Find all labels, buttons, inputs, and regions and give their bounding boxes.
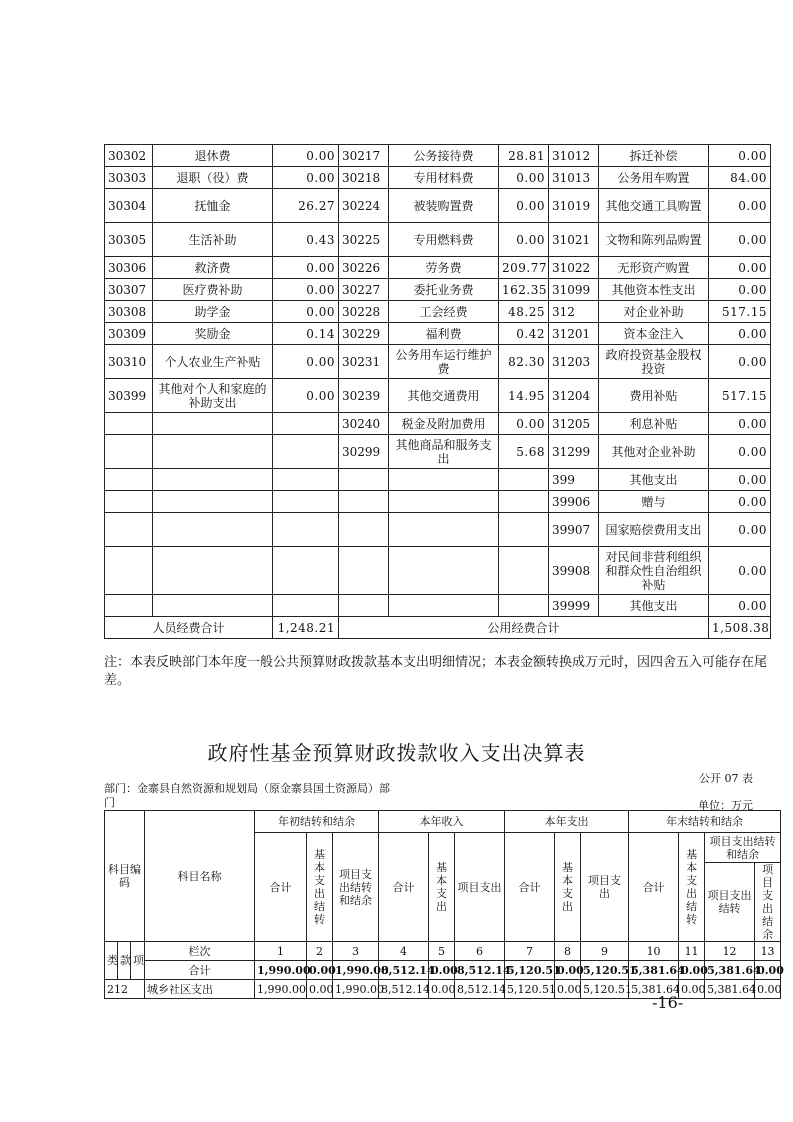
detail-table-body	[105, 145, 771, 639]
value-3-cell: 0.00	[709, 323, 771, 345]
value-2-cell: 0.00	[499, 223, 549, 257]
code-3-cell: 31013	[549, 167, 599, 189]
name-1-cell: 个人农业生产补贴	[153, 345, 273, 379]
code-1-cell	[105, 435, 153, 469]
value-2-cell: 0.00	[499, 189, 549, 223]
value-3-cell: 0.00	[709, 345, 771, 379]
value-cell: 8,512.14	[379, 980, 429, 999]
value-1-cell: 0.00	[273, 167, 339, 189]
value-3-cell: 0.00	[709, 413, 771, 435]
name-3-cell: 对企业补助	[599, 301, 709, 323]
value-2-cell	[499, 491, 549, 513]
code-3-cell: 39908	[549, 547, 599, 595]
col-number: 4	[379, 942, 429, 961]
name-3-cell: 赠与	[599, 491, 709, 513]
code-1-cell: 30399	[105, 379, 153, 413]
code-2-cell: 30239	[339, 379, 389, 413]
code-1-cell	[105, 547, 153, 595]
total-header: 合计	[255, 833, 307, 942]
name-1-cell	[153, 469, 273, 491]
code-1-cell: 30308	[105, 301, 153, 323]
name-2-cell: 福利费	[389, 323, 499, 345]
total-cell: 1,990.00	[333, 961, 379, 980]
value-cell: 5,120.51	[581, 980, 629, 999]
name-2-cell	[389, 513, 499, 547]
name-3-cell: 国家赔偿费用支出	[599, 513, 709, 547]
value-3-cell: 0.00	[709, 145, 771, 167]
value-1-cell	[273, 469, 339, 491]
code-1-cell	[105, 595, 153, 617]
table-note: 注：本表反映部门本年度一般公共预算财政拨款基本支出明细情况；本表金额转换成万元时，因四舍五入可能存在尾差。	[104, 655, 768, 688]
total-cell: 1,990.00	[255, 961, 307, 980]
name-3-cell: 利息补贴	[599, 413, 709, 435]
name-1-cell	[153, 513, 273, 547]
value-1-cell	[273, 491, 339, 513]
value-3-cell: 0.00	[709, 491, 771, 513]
name-1-cell: 医疗费补助	[153, 279, 273, 301]
subject-code-header: 科目编码	[105, 811, 145, 942]
value-2-cell	[499, 595, 549, 617]
table-row	[105, 189, 771, 223]
total-cell: 0.00	[755, 961, 781, 980]
project-group-header: 项目支出结转和结余	[705, 833, 781, 863]
total-header: 合计	[505, 833, 555, 942]
value-1-cell: 0.00	[273, 279, 339, 301]
name-2-cell	[389, 547, 499, 595]
code-1-cell: 30303	[105, 167, 153, 189]
code-2-cell: 30226	[339, 257, 389, 279]
name-3-cell: 文物和陈列品购置	[599, 223, 709, 257]
col-number: 7	[505, 942, 555, 961]
col-number: 3	[333, 942, 379, 961]
code-3-cell: 31022	[549, 257, 599, 279]
total-header: 合计	[379, 833, 429, 942]
year-income-header: 本年收入	[379, 811, 505, 833]
name-3-cell: 拆迁补偿	[599, 145, 709, 167]
code-3-cell: 31021	[549, 223, 599, 257]
name-3-cell: 公务用车购置	[599, 167, 709, 189]
name-1-cell	[153, 547, 273, 595]
project-surplus-header: 项目支出结余	[755, 863, 781, 942]
name-2-cell: 委托业务费	[389, 279, 499, 301]
value-cell: 5,381.64	[705, 980, 755, 999]
value-cell: 0.00	[307, 980, 333, 999]
code-1-cell: 30310	[105, 345, 153, 379]
value-1-cell	[273, 435, 339, 469]
code-2-cell: 30228	[339, 301, 389, 323]
name-1-cell: 奖励金	[153, 323, 273, 345]
table-row	[105, 547, 771, 595]
basic-expense-detail-table	[104, 144, 771, 639]
name-3-cell: 政府投资基金股权投资	[599, 345, 709, 379]
code-2-cell: 30231	[339, 345, 389, 379]
name-2-cell: 其他交通费用	[389, 379, 499, 413]
total-row-label: 合计	[145, 961, 255, 980]
col-number: 6	[455, 942, 505, 961]
value-3-cell: 0.00	[709, 435, 771, 469]
name-1-cell: 生活补助	[153, 223, 273, 257]
subject-name: 城乡社区支出	[145, 980, 255, 999]
code-3-cell: 399	[549, 469, 599, 491]
code-2-cell	[339, 491, 389, 513]
code-2-cell: 30217	[339, 145, 389, 167]
code-3-cell: 31204	[549, 379, 599, 413]
code-1-cell	[105, 491, 153, 513]
value-cell: 0.00	[555, 980, 581, 999]
name-1-cell	[153, 413, 273, 435]
public-total-value: 1,508.38	[709, 617, 771, 639]
value-3-cell: 0.00	[709, 469, 771, 491]
personnel-total-label: 人员经费合计	[105, 617, 273, 639]
name-3-cell: 对民间非营利组织和群众性自治组织补贴	[599, 547, 709, 595]
code-1-cell: 30307	[105, 279, 153, 301]
col-number: 2	[307, 942, 333, 961]
total-cell: 5,381.64	[705, 961, 755, 980]
code-3-cell: 31012	[549, 145, 599, 167]
kuan-header: 款	[118, 942, 131, 980]
name-3-cell: 其他支出	[599, 595, 709, 617]
name-2-cell: 工会经费	[389, 301, 499, 323]
table-row	[105, 413, 771, 435]
total-cell: 8,512.14	[379, 961, 429, 980]
col-number: 1	[255, 942, 307, 961]
code-1-cell	[105, 469, 153, 491]
code-2-cell: 30225	[339, 223, 389, 257]
name-1-cell	[153, 435, 273, 469]
code-3-cell: 31205	[549, 413, 599, 435]
value-3-cell: 0.00	[709, 595, 771, 617]
table-row	[105, 167, 771, 189]
value-2-cell: 5.68	[499, 435, 549, 469]
value-3-cell: 84.00	[709, 167, 771, 189]
personnel-total-value: 1,248.21	[273, 617, 339, 639]
code-1-cell: 30306	[105, 257, 153, 279]
table-row	[105, 323, 771, 345]
code-1-cell	[105, 413, 153, 435]
value-2-cell	[499, 547, 549, 595]
project-carry2-header: 项目支出结转	[705, 863, 755, 942]
total-cell: 0.00	[555, 961, 581, 980]
name-3-cell: 无形资产购置	[599, 257, 709, 279]
col-number: 13	[755, 942, 781, 961]
total-cell: 5,120.51	[505, 961, 555, 980]
code-3-cell: 312	[549, 301, 599, 323]
project-exp-header: 项目支出	[581, 833, 629, 942]
value-3-cell: 0.00	[709, 189, 771, 223]
col-number: 12	[705, 942, 755, 961]
value-2-cell	[499, 513, 549, 547]
code-2-cell: 30229	[339, 323, 389, 345]
value-1-cell: 0.00	[273, 345, 339, 379]
name-1-cell: 助学金	[153, 301, 273, 323]
project-carry-header: 项目支出结转和结余	[333, 833, 379, 942]
total-cell: 0.00	[429, 961, 455, 980]
name-1-cell: 退职（役）费	[153, 167, 273, 189]
code-2-cell: 30218	[339, 167, 389, 189]
code-1-cell: 30304	[105, 189, 153, 223]
code-1-cell: 30309	[105, 323, 153, 345]
lei-header: 类	[105, 942, 118, 980]
name-1-cell: 抚恤金	[153, 189, 273, 223]
value-1-cell	[273, 413, 339, 435]
code-1-cell: 30302	[105, 145, 153, 167]
code-2-cell	[339, 547, 389, 595]
value-2-cell: 82.30	[499, 345, 549, 379]
code-1-cell: 30305	[105, 223, 153, 257]
value-3-cell: 0.00	[709, 223, 771, 257]
value-2-cell: 48.25	[499, 301, 549, 323]
code-3-cell: 31201	[549, 323, 599, 345]
table-row	[105, 595, 771, 617]
year-expense-header: 本年支出	[505, 811, 629, 833]
value-2-cell: 28.81	[499, 145, 549, 167]
total-cell: 5,381.64	[629, 961, 679, 980]
name-3-cell: 资本金注入	[599, 323, 709, 345]
total-cell: 0.00	[679, 961, 705, 980]
col-number: 10	[629, 942, 679, 961]
xiang-header: 项	[131, 942, 145, 980]
table-row	[105, 257, 771, 279]
total-cell: 8,512.14	[455, 961, 505, 980]
code-2-cell: 30299	[339, 435, 389, 469]
code-3-cell: 39906	[549, 491, 599, 513]
name-3-cell: 其他资本性支出	[599, 279, 709, 301]
value-3-cell: 0.00	[709, 547, 771, 595]
value-1-cell: 0.00	[273, 301, 339, 323]
code-3-cell: 31203	[549, 345, 599, 379]
value-3-cell: 0.00	[709, 513, 771, 547]
value-2-cell	[499, 469, 549, 491]
total-cell: 5,120.51	[581, 961, 629, 980]
table-row	[105, 469, 771, 491]
name-1-cell: 其他对个人和家庭的补助支出	[153, 379, 273, 413]
code-2-cell	[339, 595, 389, 617]
department-label: 部门：金寨县自然资源和规划局（原金寨县国土资源局）部门	[104, 782, 390, 809]
end-balance-header: 年末结转和结余	[629, 811, 781, 833]
name-2-cell: 被装购置费	[389, 189, 499, 223]
totals-row	[105, 617, 771, 639]
value-1-cell	[273, 513, 339, 547]
value-1-cell	[273, 595, 339, 617]
value-2-cell: 0.00	[499, 413, 549, 435]
project-exp-header: 项目支出	[455, 833, 505, 942]
value-2-cell: 0.42	[499, 323, 549, 345]
table-row	[105, 301, 771, 323]
value-cell: 8,512.14	[455, 980, 505, 999]
value-3-cell: 517.15	[709, 379, 771, 413]
basic-exp-header: 基本支出	[429, 833, 455, 942]
unit-label: 单位：万元	[698, 799, 753, 812]
value-2-cell: 162.35	[499, 279, 549, 301]
total-row	[105, 961, 781, 980]
col-number: 8	[555, 942, 581, 961]
name-3-cell: 其他交通工具购置	[599, 189, 709, 223]
basic-exp-header: 基本支出	[555, 833, 581, 942]
table-row	[105, 145, 771, 167]
table-row	[105, 379, 771, 413]
code-2-cell: 30227	[339, 279, 389, 301]
value-cell: 1,990.00	[255, 980, 307, 999]
table-row	[105, 279, 771, 301]
name-2-cell: 公务接待费	[389, 145, 499, 167]
name-3-cell: 费用补贴	[599, 379, 709, 413]
subject-code: 212	[105, 980, 145, 999]
table-row	[105, 223, 771, 257]
name-1-cell: 救济费	[153, 257, 273, 279]
public-total-label: 公用经费合计	[339, 617, 709, 639]
table-row	[105, 345, 771, 379]
total-header: 合计	[629, 833, 679, 942]
name-2-cell: 劳务费	[389, 257, 499, 279]
code-2-cell	[339, 513, 389, 547]
value-cell: 5,120.51	[505, 980, 555, 999]
lanci-label: 栏次	[145, 942, 255, 961]
begin-balance-header: 年初结转和结余	[255, 811, 379, 833]
subject-name-header: 科目名称	[145, 811, 255, 942]
value-2-cell: 14.95	[499, 379, 549, 413]
value-1-cell: 0.00	[273, 257, 339, 279]
page-number: -16-	[652, 993, 684, 1012]
name-2-cell: 税金及附加费用	[389, 413, 499, 435]
value-cell: 0.00	[679, 980, 705, 999]
value-3-cell: 0.00	[709, 257, 771, 279]
value-1-cell: 0.43	[273, 223, 339, 257]
name-1-cell: 退休费	[153, 145, 273, 167]
value-1-cell: 0.14	[273, 323, 339, 345]
name-3-cell: 其他对企业补助	[599, 435, 709, 469]
value-3-cell: 517.15	[709, 301, 771, 323]
basic-carry-header: 基本支出结转	[307, 833, 333, 942]
name-2-cell: 公务用车运行维护费	[389, 345, 499, 379]
value-cell: 5,381.64	[629, 980, 679, 999]
form-number: 公开 07 表	[699, 772, 753, 785]
value-cell: 0.00	[755, 980, 781, 999]
col-number: 9	[581, 942, 629, 961]
name-2-cell: 其他商品和服务支出	[389, 435, 499, 469]
value-1-cell: 26.27	[273, 189, 339, 223]
value-cell: 0.00	[429, 980, 455, 999]
report-title: 政府性基金预算财政拨款收入支出决算表	[207, 741, 586, 765]
fund-budget-table	[104, 810, 784, 999]
code-2-cell	[339, 469, 389, 491]
value-3-cell: 0.00	[709, 279, 771, 301]
value-1-cell: 0.00	[273, 379, 339, 413]
code-3-cell: 39999	[549, 595, 599, 617]
code-3-cell: 39907	[549, 513, 599, 547]
value-2-cell: 209.77	[499, 257, 549, 279]
name-2-cell: 专用材料费	[389, 167, 499, 189]
name-1-cell	[153, 595, 273, 617]
code-2-cell: 30224	[339, 189, 389, 223]
table-row	[105, 491, 771, 513]
name-2-cell: 专用燃料费	[389, 223, 499, 257]
name-2-cell	[389, 491, 499, 513]
name-2-cell	[389, 469, 499, 491]
table-row	[105, 513, 771, 547]
total-cell: 0.00	[307, 961, 333, 980]
name-1-cell	[153, 491, 273, 513]
value-1-cell: 0.00	[273, 145, 339, 167]
value-2-cell: 0.00	[499, 167, 549, 189]
code-3-cell: 31099	[549, 279, 599, 301]
name-3-cell: 其他支出	[599, 469, 709, 491]
code-3-cell: 31019	[549, 189, 599, 223]
value-1-cell	[273, 547, 339, 595]
col-number: 11	[679, 942, 705, 961]
table-row	[105, 435, 771, 469]
name-2-cell	[389, 595, 499, 617]
col-number: 5	[429, 942, 455, 961]
code-1-cell	[105, 513, 153, 547]
code-2-cell: 30240	[339, 413, 389, 435]
code-3-cell: 31299	[549, 435, 599, 469]
value-cell: 1,990.00	[333, 980, 379, 999]
basic-carry-header: 基本支出结转	[679, 833, 705, 942]
